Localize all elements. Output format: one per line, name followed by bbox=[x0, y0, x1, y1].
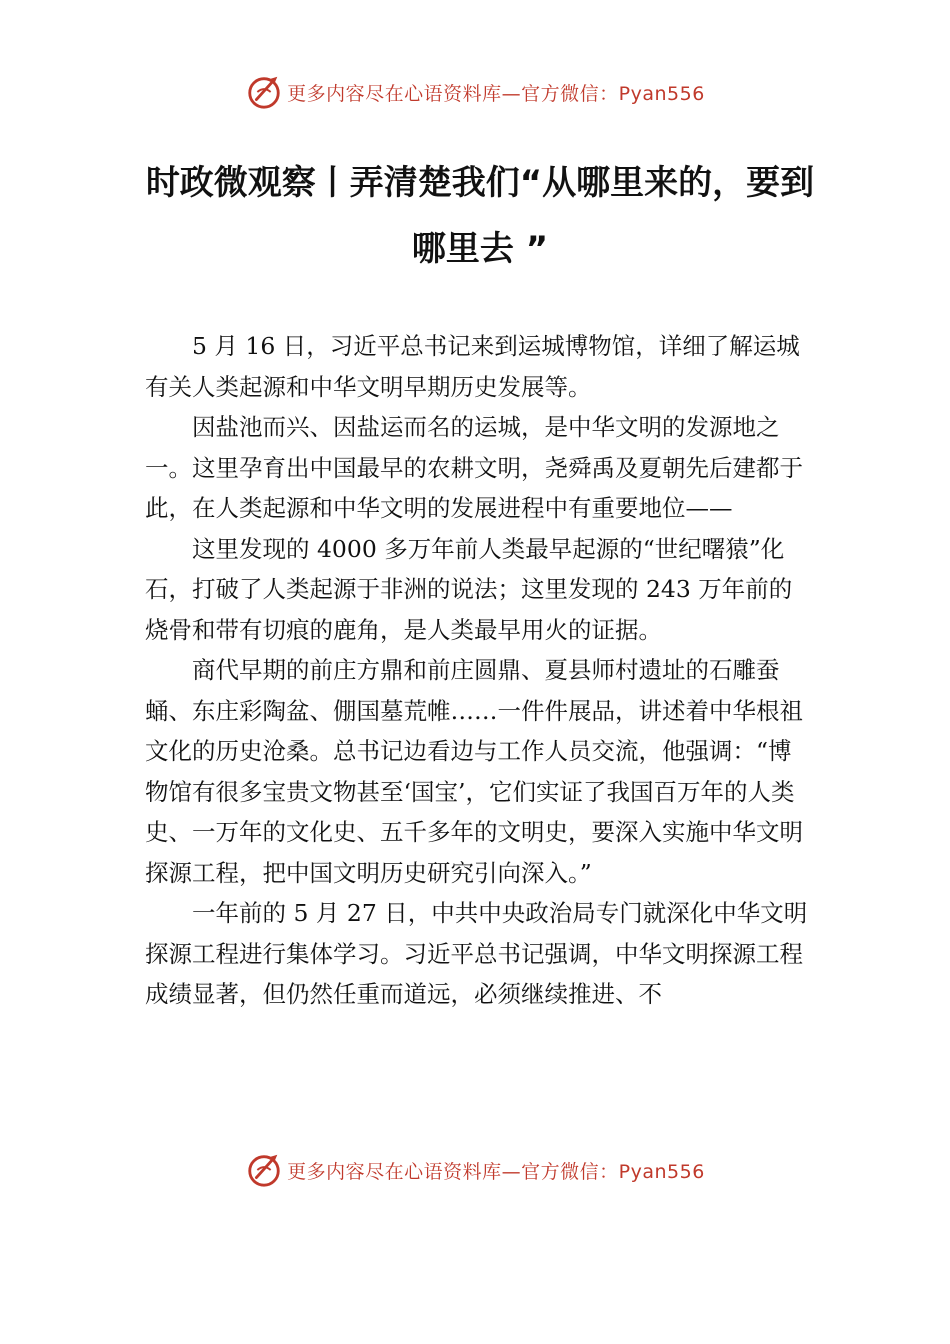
footer-banner-text: 更多内容尽在心语资料库—官方微信：Pyan556 bbox=[287, 1160, 705, 1183]
logo-icon bbox=[245, 73, 283, 111]
logo-icon bbox=[245, 1151, 283, 1189]
paragraph: 因盐池而兴、因盐运而名的运城，是中华文明的发源地之一。这里孕育出中国最早的农耕文明，尧舜禹及夏朝先后建都于此，在人类起源和中华文明的发展进程中有重要地位—— bbox=[145, 413, 803, 522]
header-banner bbox=[0, 72, 950, 112]
paragraph: 这里发现的 4000 多万年前人类最早起源的“世纪曙猿”化石，打破了人类起源于非洲的说法；这里发现的 243 万年前的烧骨和带有切痕的鹿角，是人类最早用火的证据。 bbox=[145, 534, 793, 644]
article-title: 时政微观察丨弄清楚我们“从哪里来的，要到哪里去 ” bbox=[145, 163, 815, 269]
paragraph: 5 月 16 日，习近平总书记来到运城博物馆，详细了解运城有关人类起源和中华文明早期历史发展等。 bbox=[145, 332, 800, 401]
header-banner-text: 更多内容尽在心语资料库—官方微信：Pyan556 bbox=[287, 82, 705, 105]
paragraph: 商代早期的前庄方鼎和前庄圆鼎、夏县师村遗址的石雕蚕蛹、东庄彩陶盆、倗国墓荒帷……一件件展品，讲述着中华根祖文化的历史沧桑。总书记边看边与工作人员交流，他强调：“博物馆有很多宝贵文物甚至‘国宝’，它们实证了我国百万年的人类史、一万年的文化史、五千多年的文明史，要深入实施中华文明探源工程，把中国文明历史研究引向深入。” bbox=[145, 656, 803, 887]
footer-banner bbox=[0, 1150, 950, 1190]
paragraph: 一年前的 5 月 27 日，中共中央政治局专门就深化中华文明探源工程进行集体学习。习近平总书记强调，中华文明探源工程成绩显著，但仍然任重而道远，必须继续推进、不 bbox=[145, 899, 808, 1008]
article-body bbox=[145, 326, 810, 1015]
